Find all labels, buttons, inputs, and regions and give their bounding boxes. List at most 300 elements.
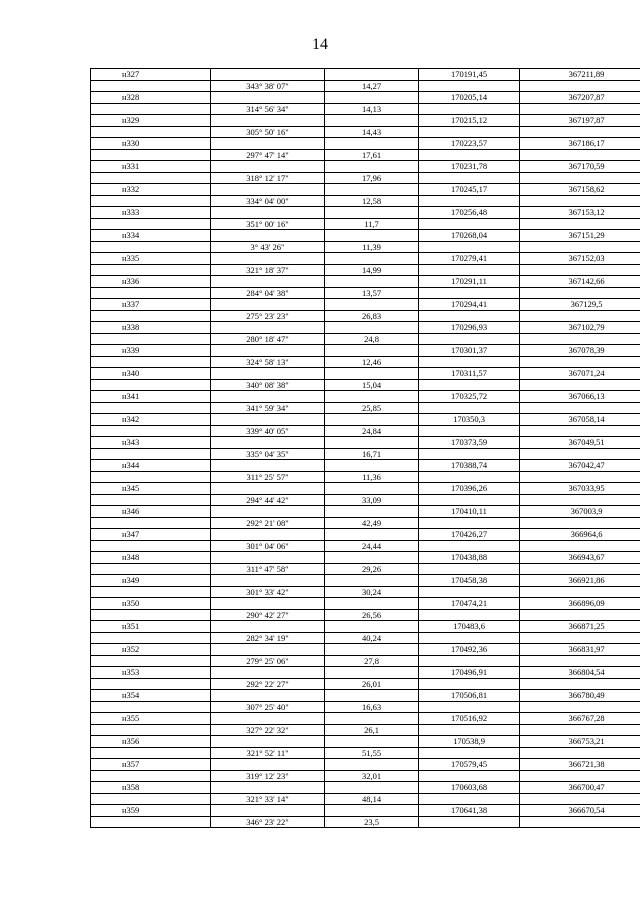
empty-cell (91, 770, 211, 782)
segment-row (91, 379, 640, 391)
y-coordinate-cell: 367186,17 (520, 138, 640, 150)
empty-cell (325, 322, 419, 334)
x-coordinate-cell: 170296,93 (419, 322, 520, 334)
segment-row (91, 356, 640, 368)
empty-cell (325, 437, 419, 449)
empty-cell (325, 713, 419, 725)
empty-cell (211, 161, 325, 173)
point-name-cell: н338 (91, 322, 211, 334)
empty-cell (325, 184, 419, 196)
distance-cell: 17,61 (325, 149, 419, 161)
empty-cell (211, 299, 325, 311)
direction-angle-cell: 319° 12' 23" (211, 770, 325, 782)
empty-cell (91, 241, 211, 253)
point-name-cell: н330 (91, 138, 211, 150)
x-coordinate-cell: 170496,91 (419, 667, 520, 679)
empty-cell (419, 678, 520, 690)
empty-cell (325, 138, 419, 150)
direction-angle-cell: 292° 22' 27" (211, 678, 325, 690)
point-row (91, 138, 640, 150)
x-coordinate-cell: 170301,37 (419, 345, 520, 357)
point-name-cell: н328 (91, 92, 211, 104)
point-row (91, 437, 640, 449)
y-coordinate-cell: 367142,66 (520, 276, 640, 288)
point-row (91, 552, 640, 564)
empty-cell (325, 621, 419, 633)
point-name-cell: н334 (91, 230, 211, 242)
empty-cell (325, 276, 419, 288)
segment-row (91, 264, 640, 276)
y-coordinate-cell: 367158,62 (520, 184, 640, 196)
empty-cell (211, 92, 325, 104)
point-name-cell: н355 (91, 713, 211, 725)
empty-cell (419, 195, 520, 207)
empty-cell (211, 713, 325, 725)
distance-cell: 32,01 (325, 770, 419, 782)
empty-cell (91, 80, 211, 92)
distance-cell: 23,5 (325, 816, 419, 828)
empty-cell (211, 667, 325, 679)
empty-cell (325, 483, 419, 495)
empty-cell (211, 138, 325, 150)
x-coordinate-cell: 170256,48 (419, 207, 520, 219)
y-coordinate-cell: 367049,51 (520, 437, 640, 449)
distance-cell: 14,13 (325, 103, 419, 115)
empty-cell (520, 195, 640, 207)
direction-angle-cell: 279° 25' 06" (211, 655, 325, 667)
distance-cell: 11,39 (325, 241, 419, 253)
empty-cell (520, 126, 640, 138)
empty-cell (419, 816, 520, 828)
segment-row (91, 517, 640, 529)
point-row (91, 92, 640, 104)
empty-cell (419, 540, 520, 552)
distance-cell: 40,24 (325, 632, 419, 644)
empty-cell (211, 736, 325, 748)
segment-row (91, 678, 640, 690)
x-coordinate-cell: 170373,59 (419, 437, 520, 449)
direction-angle-cell: 341° 59' 34" (211, 402, 325, 414)
empty-cell (520, 333, 640, 345)
empty-cell (325, 460, 419, 472)
point-row (91, 759, 640, 771)
distance-cell: 26,56 (325, 609, 419, 621)
x-coordinate-cell: 170438,88 (419, 552, 520, 564)
direction-angle-cell: 321° 52' 11" (211, 747, 325, 759)
point-name-cell: н335 (91, 253, 211, 265)
y-coordinate-cell: 367152,03 (520, 253, 640, 265)
empty-cell (520, 747, 640, 759)
distance-cell: 25,85 (325, 402, 419, 414)
point-name-cell: н358 (91, 782, 211, 794)
empty-cell (91, 632, 211, 644)
empty-cell (419, 724, 520, 736)
x-coordinate-cell: 170279,41 (419, 253, 520, 265)
empty-cell (211, 276, 325, 288)
empty-cell (325, 575, 419, 587)
distance-cell: 14,99 (325, 264, 419, 276)
segment-row (91, 218, 640, 230)
empty-cell (419, 701, 520, 713)
x-coordinate-cell: 170458,38 (419, 575, 520, 587)
empty-cell (91, 517, 211, 529)
segment-row (91, 540, 640, 552)
empty-cell (419, 563, 520, 575)
point-name-cell: н342 (91, 414, 211, 426)
empty-cell (91, 563, 211, 575)
empty-cell (325, 736, 419, 748)
point-row (91, 506, 640, 518)
empty-cell (211, 759, 325, 771)
empty-cell (419, 632, 520, 644)
empty-cell (325, 782, 419, 794)
empty-cell (211, 207, 325, 219)
empty-cell (419, 103, 520, 115)
y-coordinate-cell: 366964,6 (520, 529, 640, 541)
x-coordinate-cell: 170325,72 (419, 391, 520, 403)
empty-cell (419, 655, 520, 667)
empty-cell (91, 356, 211, 368)
segment-row (91, 172, 640, 184)
distance-cell: 15,04 (325, 379, 419, 391)
point-name-cell: н339 (91, 345, 211, 357)
direction-angle-cell: 275° 23' 23" (211, 310, 325, 322)
y-coordinate-cell: 366780,49 (520, 690, 640, 702)
empty-cell (211, 575, 325, 587)
empty-cell (211, 483, 325, 495)
direction-angle-cell: 340° 08' 38" (211, 379, 325, 391)
empty-cell (419, 287, 520, 299)
empty-cell (325, 299, 419, 311)
empty-cell (520, 241, 640, 253)
empty-cell (211, 437, 325, 449)
x-coordinate-cell: 170205,14 (419, 92, 520, 104)
segment-row (91, 793, 640, 805)
empty-cell (520, 149, 640, 161)
y-coordinate-cell: 367197,87 (520, 115, 640, 127)
empty-cell (91, 793, 211, 805)
x-coordinate-cell: 170641,38 (419, 805, 520, 817)
y-coordinate-cell: 366896,09 (520, 598, 640, 610)
empty-cell (325, 644, 419, 656)
direction-angle-cell: 318° 12' 17" (211, 172, 325, 184)
distance-cell: 51,55 (325, 747, 419, 759)
point-row (91, 161, 640, 173)
empty-cell (211, 460, 325, 472)
point-name-cell: н344 (91, 460, 211, 472)
empty-cell (91, 195, 211, 207)
y-coordinate-cell: 366831,97 (520, 644, 640, 656)
y-coordinate-cell: 367058,14 (520, 414, 640, 426)
empty-cell (419, 609, 520, 621)
segment-row (91, 103, 640, 115)
x-coordinate-cell: 170474,21 (419, 598, 520, 610)
direction-angle-cell: 301° 33' 42" (211, 586, 325, 598)
empty-cell (325, 69, 419, 81)
segment-row (91, 241, 640, 253)
coordinates-table-body (91, 69, 640, 828)
direction-angle-cell: 351° 00' 16" (211, 218, 325, 230)
empty-cell (91, 655, 211, 667)
point-name-cell: н352 (91, 644, 211, 656)
point-name-cell: н329 (91, 115, 211, 127)
empty-cell (520, 563, 640, 575)
empty-cell (419, 379, 520, 391)
point-name-cell: н332 (91, 184, 211, 196)
x-coordinate-cell: 170516,92 (419, 713, 520, 725)
point-row (91, 690, 640, 702)
segment-row (91, 609, 640, 621)
segment-row (91, 724, 640, 736)
empty-cell (325, 161, 419, 173)
point-row (91, 575, 640, 587)
point-name-cell: н331 (91, 161, 211, 173)
distance-cell: 48,14 (325, 793, 419, 805)
empty-cell (419, 241, 520, 253)
empty-cell (211, 529, 325, 541)
empty-cell (520, 678, 640, 690)
point-row (91, 207, 640, 219)
point-row (91, 667, 640, 679)
empty-cell (325, 230, 419, 242)
empty-cell (419, 471, 520, 483)
point-row (91, 276, 640, 288)
empty-cell (520, 402, 640, 414)
point-row (91, 782, 640, 794)
x-coordinate-cell: 170215,12 (419, 115, 520, 127)
segment-row (91, 701, 640, 713)
distance-cell: 13,57 (325, 287, 419, 299)
empty-cell (211, 805, 325, 817)
empty-cell (211, 414, 325, 426)
direction-angle-cell: 311° 25' 57" (211, 471, 325, 483)
point-name-cell: н327 (91, 69, 211, 81)
empty-cell (520, 540, 640, 552)
point-name-cell: н351 (91, 621, 211, 633)
direction-angle-cell: 334° 04' 00" (211, 195, 325, 207)
empty-cell (91, 471, 211, 483)
empty-cell (419, 172, 520, 184)
y-coordinate-cell: 367066,13 (520, 391, 640, 403)
direction-angle-cell: 343° 38' 07" (211, 80, 325, 92)
empty-cell (325, 759, 419, 771)
distance-cell: 12,58 (325, 195, 419, 207)
empty-cell (520, 425, 640, 437)
direction-angle-cell: 280° 18' 47" (211, 333, 325, 345)
empty-cell (91, 609, 211, 621)
y-coordinate-cell: 366753,21 (520, 736, 640, 748)
x-coordinate-cell: 170294,41 (419, 299, 520, 311)
empty-cell (91, 149, 211, 161)
y-coordinate-cell: 366670,54 (520, 805, 640, 817)
point-name-cell: н354 (91, 690, 211, 702)
distance-cell: 30,24 (325, 586, 419, 598)
empty-cell (520, 471, 640, 483)
empty-cell (419, 218, 520, 230)
empty-cell (419, 747, 520, 759)
distance-cell: 14,27 (325, 80, 419, 92)
point-row (91, 184, 640, 196)
x-coordinate-cell: 170311,57 (419, 368, 520, 380)
empty-cell (325, 690, 419, 702)
point-name-cell: н347 (91, 529, 211, 541)
empty-cell (325, 368, 419, 380)
empty-cell (520, 218, 640, 230)
empty-cell (91, 402, 211, 414)
point-row (91, 345, 640, 357)
empty-cell (325, 414, 419, 426)
empty-cell (211, 69, 325, 81)
y-coordinate-cell: 366767,28 (520, 713, 640, 725)
empty-cell (520, 494, 640, 506)
distance-cell: 29,26 (325, 563, 419, 575)
segment-row (91, 747, 640, 759)
x-coordinate-cell: 170579,45 (419, 759, 520, 771)
empty-cell (91, 264, 211, 276)
point-row (91, 230, 640, 242)
point-row (91, 483, 640, 495)
empty-cell (520, 356, 640, 368)
x-coordinate-cell: 170223,57 (419, 138, 520, 150)
x-coordinate-cell: 170191,45 (419, 69, 520, 81)
distance-cell: 12,46 (325, 356, 419, 368)
distance-cell: 11,7 (325, 218, 419, 230)
distance-cell: 26,83 (325, 310, 419, 322)
segment-row (91, 586, 640, 598)
empty-cell (520, 770, 640, 782)
direction-angle-cell: 339° 40' 05" (211, 425, 325, 437)
empty-cell (520, 816, 640, 828)
distance-cell: 24,44 (325, 540, 419, 552)
empty-cell (520, 701, 640, 713)
empty-cell (91, 678, 211, 690)
point-row (91, 391, 640, 403)
empty-cell (419, 425, 520, 437)
y-coordinate-cell: 367102,79 (520, 322, 640, 334)
point-row (91, 115, 640, 127)
empty-cell (325, 805, 419, 817)
direction-angle-cell: 290° 42' 27" (211, 609, 325, 621)
empty-cell (520, 264, 640, 276)
segment-row (91, 402, 640, 414)
empty-cell (211, 184, 325, 196)
point-row (91, 253, 640, 265)
distance-cell: 27,8 (325, 655, 419, 667)
point-name-cell: н337 (91, 299, 211, 311)
x-coordinate-cell: 170483,6 (419, 621, 520, 633)
page-number: 14 (312, 36, 328, 53)
segment-row (91, 310, 640, 322)
empty-cell (520, 609, 640, 621)
empty-cell (91, 586, 211, 598)
distance-cell: 24,84 (325, 425, 419, 437)
empty-cell (325, 391, 419, 403)
point-row (91, 322, 640, 334)
x-coordinate-cell: 170538,9 (419, 736, 520, 748)
y-coordinate-cell: 367071,24 (520, 368, 640, 380)
point-name-cell: н340 (91, 368, 211, 380)
segment-row (91, 425, 640, 437)
empty-cell (91, 287, 211, 299)
direction-angle-cell: 321° 18' 37" (211, 264, 325, 276)
empty-cell (520, 448, 640, 460)
distance-cell: 17,96 (325, 172, 419, 184)
distance-cell: 11,36 (325, 471, 419, 483)
point-row (91, 736, 640, 748)
empty-cell (520, 655, 640, 667)
distance-cell: 16,71 (325, 448, 419, 460)
y-coordinate-cell: 367078,39 (520, 345, 640, 357)
empty-cell (211, 230, 325, 242)
empty-cell (419, 126, 520, 138)
direction-angle-cell: 284° 04' 38" (211, 287, 325, 299)
segment-row (91, 126, 640, 138)
x-coordinate-cell: 170291,11 (419, 276, 520, 288)
empty-cell (419, 333, 520, 345)
direction-angle-cell: 314° 56' 34" (211, 103, 325, 115)
direction-angle-cell: 307° 25' 40" (211, 701, 325, 713)
segment-row (91, 287, 640, 299)
empty-cell (91, 448, 211, 460)
segment-row (91, 632, 640, 644)
x-coordinate-cell: 170492,36 (419, 644, 520, 656)
distance-cell: 26,01 (325, 678, 419, 690)
segment-row (91, 494, 640, 506)
empty-cell (419, 310, 520, 322)
distance-cell: 24,8 (325, 333, 419, 345)
direction-angle-cell: 321° 33' 14" (211, 793, 325, 805)
empty-cell (520, 80, 640, 92)
point-row (91, 598, 640, 610)
empty-cell (211, 368, 325, 380)
empty-cell (91, 172, 211, 184)
point-row (91, 529, 640, 541)
point-name-cell: н359 (91, 805, 211, 817)
point-row (91, 805, 640, 817)
empty-cell (91, 218, 211, 230)
y-coordinate-cell: 367153,12 (520, 207, 640, 219)
empty-cell (91, 494, 211, 506)
empty-cell (419, 402, 520, 414)
empty-cell (325, 115, 419, 127)
empty-cell (520, 172, 640, 184)
empty-cell (325, 667, 419, 679)
x-coordinate-cell: 170396,26 (419, 483, 520, 495)
empty-cell (91, 540, 211, 552)
empty-cell (211, 621, 325, 633)
point-name-cell: н341 (91, 391, 211, 403)
empty-cell (211, 506, 325, 518)
point-row (91, 460, 640, 472)
segment-row (91, 80, 640, 92)
empty-cell (91, 816, 211, 828)
empty-cell (91, 747, 211, 759)
empty-cell (211, 322, 325, 334)
distance-cell: 14,43 (325, 126, 419, 138)
empty-cell (419, 149, 520, 161)
empty-cell (520, 586, 640, 598)
distance-cell: 26,1 (325, 724, 419, 736)
direction-angle-cell: 3° 43' 26" (211, 241, 325, 253)
empty-cell (520, 310, 640, 322)
x-coordinate-cell: 170388,74 (419, 460, 520, 472)
point-name-cell: н357 (91, 759, 211, 771)
direction-angle-cell: 292° 21' 08" (211, 517, 325, 529)
point-name-cell: н356 (91, 736, 211, 748)
empty-cell (211, 552, 325, 564)
point-name-cell: н345 (91, 483, 211, 495)
empty-cell (419, 586, 520, 598)
